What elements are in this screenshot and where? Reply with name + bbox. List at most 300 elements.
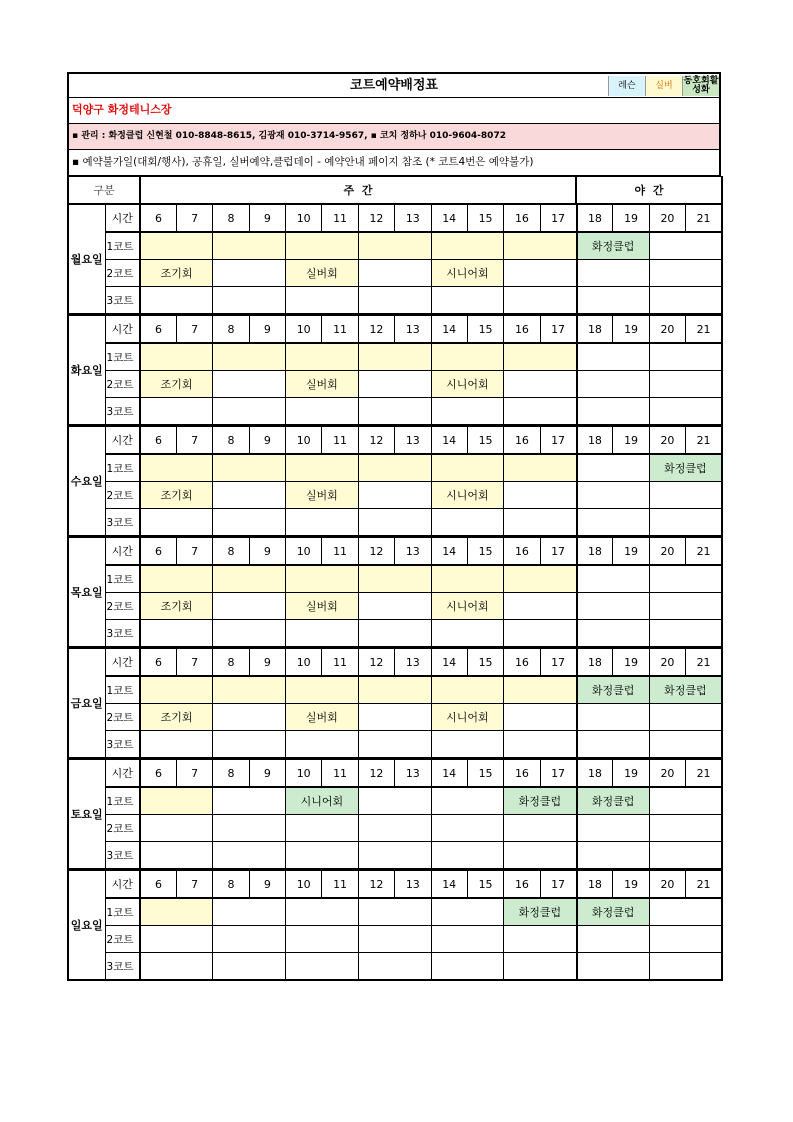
- reservation-slot[interactable]: [213, 260, 286, 287]
- day-block: [67, 758, 723, 870]
- reservation-slot[interactable]: [504, 343, 577, 371]
- facility-name: 덕양구 화정테니스장: [67, 98, 721, 124]
- day-block: [67, 647, 723, 759]
- reservation-slot[interactable]: [358, 343, 431, 371]
- reservation-slot[interactable]: [286, 926, 359, 953]
- reservation-slot[interactable]: [431, 676, 504, 704]
- reservation-slot[interactable]: [140, 509, 213, 537]
- reservation-slot[interactable]: [213, 898, 286, 926]
- hour-cell: 7: [176, 537, 212, 565]
- court-label: 3코트: [105, 953, 140, 981]
- hour-cell: 13: [395, 870, 431, 898]
- reservation-slot[interactable]: [649, 509, 722, 537]
- reservation-slot[interactable]: [358, 565, 431, 593]
- reservation-slot[interactable]: [577, 593, 650, 620]
- hour-cell: 21: [686, 759, 722, 787]
- hour-cell: 18: [577, 870, 613, 898]
- hour-cell: 12: [358, 426, 394, 454]
- time-label: 시간: [105, 537, 140, 565]
- reservation-slot[interactable]: 조기회: [140, 704, 213, 731]
- reservation-slot[interactable]: [213, 620, 286, 648]
- reservation-slot[interactable]: [577, 454, 650, 482]
- hour-cell: 8: [213, 759, 249, 787]
- reservation-slot[interactable]: [358, 398, 431, 426]
- reservation-slot[interactable]: [504, 454, 577, 482]
- reservation-slot[interactable]: 화정클럽: [504, 898, 577, 926]
- reservation-slot[interactable]: [649, 287, 722, 315]
- reservation-slot[interactable]: [286, 287, 359, 315]
- hour-cell: 16: [504, 315, 540, 343]
- reservation-slot[interactable]: [358, 509, 431, 537]
- reservation-slot[interactable]: [140, 287, 213, 315]
- reservation-slot[interactable]: [431, 620, 504, 648]
- day-label: 수요일: [68, 426, 105, 536]
- hour-cell: 17: [540, 426, 576, 454]
- legend: [608, 76, 719, 96]
- reservation-slot[interactable]: 시니어회: [431, 371, 504, 398]
- reservation-slot[interactable]: [504, 371, 577, 398]
- hour-cell: 11: [322, 426, 358, 454]
- hour-cell: 10: [286, 759, 322, 787]
- hour-cell: 17: [540, 648, 576, 676]
- day-label: 금요일: [68, 648, 105, 758]
- reservation-slot[interactable]: [358, 287, 431, 315]
- reservation-slot[interactable]: [213, 676, 286, 704]
- reservation-slot[interactable]: [649, 343, 722, 371]
- hour-cell: 8: [213, 648, 249, 676]
- court-label: 1코트: [105, 232, 140, 260]
- court-label: 2코트: [105, 482, 140, 509]
- reservation-slot[interactable]: [286, 815, 359, 842]
- reservation-slot[interactable]: 실버회: [286, 371, 359, 398]
- reservation-slot[interactable]: [286, 620, 359, 648]
- reservation-slot[interactable]: [213, 815, 286, 842]
- reservation-slot[interactable]: [286, 509, 359, 537]
- day-label: 화요일: [68, 315, 105, 425]
- reservation-slot[interactable]: [213, 953, 286, 981]
- court-label: 2코트: [105, 815, 140, 842]
- hour-cell: 19: [613, 315, 649, 343]
- reservation-slot[interactable]: [213, 287, 286, 315]
- reservation-slot[interactable]: 시니어회: [431, 482, 504, 509]
- reservation-slot[interactable]: [577, 842, 650, 870]
- reservation-slot[interactable]: 화정클럽: [577, 676, 650, 704]
- hour-cell: 13: [395, 315, 431, 343]
- reservation-slot[interactable]: [286, 676, 359, 704]
- court-label: 1코트: [105, 898, 140, 926]
- hour-cell: 11: [322, 870, 358, 898]
- day-blocks: [67, 203, 721, 981]
- reservation-slot[interactable]: [649, 398, 722, 426]
- hour-cell: 7: [176, 204, 212, 232]
- reservation-slot[interactable]: [358, 704, 431, 731]
- hour-cell: 15: [467, 648, 503, 676]
- reservation-slot[interactable]: 화정클럽: [577, 232, 650, 260]
- reservation-slot[interactable]: [649, 815, 722, 842]
- reservation-slot[interactable]: [577, 287, 650, 315]
- reservation-slot[interactable]: [213, 926, 286, 953]
- reservation-slot[interactable]: [140, 787, 213, 815]
- hour-cell: 13: [395, 648, 431, 676]
- legend-silver: 실버: [645, 76, 682, 96]
- reservation-slot[interactable]: [140, 565, 213, 593]
- hour-cell: 19: [613, 537, 649, 565]
- reservation-slot[interactable]: [286, 953, 359, 981]
- hour-cell: 8: [213, 426, 249, 454]
- reservation-slot[interactable]: 화정클럽: [577, 787, 650, 815]
- hour-cell: 6: [140, 426, 176, 454]
- reservation-slot[interactable]: [358, 815, 431, 842]
- hour-cell: 14: [431, 537, 467, 565]
- reservation-slot[interactable]: [358, 953, 431, 981]
- court-label: 1코트: [105, 565, 140, 593]
- reservation-slot[interactable]: [213, 482, 286, 509]
- hour-cell: 10: [286, 426, 322, 454]
- reservation-slot[interactable]: [649, 898, 722, 926]
- reservation-slot[interactable]: [431, 232, 504, 260]
- reservation-slot[interactable]: [140, 898, 213, 926]
- hour-cell: 12: [358, 648, 394, 676]
- category-header: 구분: [68, 177, 140, 204]
- hour-cell: 20: [649, 426, 685, 454]
- reservation-slot[interactable]: 화정클럽: [649, 676, 722, 704]
- hour-cell: 9: [249, 759, 285, 787]
- hour-cell: 15: [467, 426, 503, 454]
- reservation-slot[interactable]: [431, 398, 504, 426]
- reservation-slot[interactable]: [358, 926, 431, 953]
- day-block: [67, 314, 723, 426]
- reservation-slot[interactable]: [358, 482, 431, 509]
- reservation-slot[interactable]: [577, 731, 650, 759]
- hour-cell: 19: [613, 870, 649, 898]
- hour-cell: 14: [431, 426, 467, 454]
- reservation-slot[interactable]: [140, 953, 213, 981]
- hour-cell: 21: [686, 315, 722, 343]
- reservation-slot[interactable]: [358, 898, 431, 926]
- hour-cell: 18: [577, 759, 613, 787]
- court-label: 3코트: [105, 620, 140, 648]
- reservation-slot[interactable]: [577, 565, 650, 593]
- hour-cell: 9: [249, 648, 285, 676]
- reservation-slot[interactable]: [358, 731, 431, 759]
- reservation-slot[interactable]: [504, 398, 577, 426]
- reservation-slot[interactable]: [140, 454, 213, 482]
- court-label: 2코트: [105, 926, 140, 953]
- reservation-slot[interactable]: [431, 787, 504, 815]
- reservation-slot[interactable]: [649, 731, 722, 759]
- hour-cell: 18: [577, 204, 613, 232]
- reservation-slot[interactable]: [431, 953, 504, 981]
- court-label: 2코트: [105, 371, 140, 398]
- hour-cell: 20: [649, 537, 685, 565]
- hour-cell: 11: [322, 648, 358, 676]
- hour-cell: 9: [249, 537, 285, 565]
- court-label: 1코트: [105, 787, 140, 815]
- hour-cell: 16: [504, 648, 540, 676]
- reservation-slot[interactable]: 실버회: [286, 260, 359, 287]
- reservation-slot[interactable]: [140, 343, 213, 371]
- reservation-slot[interactable]: [140, 676, 213, 704]
- court-label: 3코트: [105, 731, 140, 759]
- time-label: 시간: [105, 315, 140, 343]
- reservation-slot[interactable]: [431, 509, 504, 537]
- reservation-slot[interactable]: [213, 787, 286, 815]
- reservation-slot[interactable]: [649, 953, 722, 981]
- reservation-slot[interactable]: 화정클럽: [504, 787, 577, 815]
- hour-cell: 13: [395, 759, 431, 787]
- hour-cell: 7: [176, 870, 212, 898]
- reservation-slot[interactable]: [140, 731, 213, 759]
- reservation-slot[interactable]: [504, 815, 577, 842]
- reservation-slot[interactable]: 조기회: [140, 482, 213, 509]
- reservation-slot[interactable]: [358, 454, 431, 482]
- hour-cell: 9: [249, 870, 285, 898]
- hour-cell: 11: [322, 759, 358, 787]
- reservation-slot[interactable]: [431, 926, 504, 953]
- reservation-slot[interactable]: [431, 731, 504, 759]
- reservation-slot[interactable]: [286, 565, 359, 593]
- hour-cell: 8: [213, 204, 249, 232]
- court-label: 3코트: [105, 842, 140, 870]
- reservation-slot[interactable]: [213, 454, 286, 482]
- court-label: 2코트: [105, 260, 140, 287]
- reservation-slot[interactable]: [504, 704, 577, 731]
- hour-cell: 6: [140, 315, 176, 343]
- reservation-slot[interactable]: [577, 815, 650, 842]
- reservation-slot[interactable]: [504, 260, 577, 287]
- reservation-slot[interactable]: [504, 482, 577, 509]
- hour-cell: 21: [686, 204, 722, 232]
- reservation-slot[interactable]: [358, 260, 431, 287]
- court-label: 2코트: [105, 704, 140, 731]
- hour-cell: 12: [358, 315, 394, 343]
- court-label: 2코트: [105, 593, 140, 620]
- reservation-slot[interactable]: [649, 842, 722, 870]
- reservation-slot[interactable]: [140, 398, 213, 426]
- reservation-slot[interactable]: [431, 343, 504, 371]
- reservation-slot[interactable]: [504, 676, 577, 704]
- court-label: 3코트: [105, 398, 140, 426]
- reservation-slot[interactable]: [213, 565, 286, 593]
- reservation-slot[interactable]: [358, 676, 431, 704]
- reservation-slot[interactable]: [504, 842, 577, 870]
- hour-cell: 10: [286, 870, 322, 898]
- day-label: 토요일: [68, 759, 105, 869]
- hour-cell: 21: [686, 537, 722, 565]
- reservation-slot[interactable]: [286, 343, 359, 371]
- day-block: [67, 536, 723, 648]
- reservation-slot[interactable]: [140, 620, 213, 648]
- reservation-slot[interactable]: [358, 371, 431, 398]
- reservation-slot[interactable]: [577, 482, 650, 509]
- reservation-slot[interactable]: 조기회: [140, 371, 213, 398]
- reservation-slot[interactable]: [140, 926, 213, 953]
- hour-cell: 10: [286, 648, 322, 676]
- hour-cell: 19: [613, 204, 649, 232]
- hour-cell: 6: [140, 759, 176, 787]
- reservation-slot[interactable]: [431, 815, 504, 842]
- reservation-slot[interactable]: [577, 260, 650, 287]
- hour-cell: 21: [686, 648, 722, 676]
- hour-cell: 11: [322, 204, 358, 232]
- reservation-slot[interactable]: [431, 287, 504, 315]
- page-title: 코트예약배정표: [350, 78, 438, 93]
- reservation-slot[interactable]: [286, 398, 359, 426]
- hour-cell: 11: [322, 537, 358, 565]
- day-block: [67, 425, 723, 537]
- reservation-slot[interactable]: [213, 842, 286, 870]
- reservation-slot[interactable]: [504, 953, 577, 981]
- reservation-slot[interactable]: [649, 482, 722, 509]
- hour-cell: 7: [176, 426, 212, 454]
- day-label: 목요일: [68, 537, 105, 647]
- reservation-slot[interactable]: [649, 620, 722, 648]
- hour-cell: 10: [286, 315, 322, 343]
- reservation-slot[interactable]: [140, 815, 213, 842]
- sheet-header: [67, 72, 721, 98]
- reservation-slot[interactable]: [649, 593, 722, 620]
- reservation-slot[interactable]: [213, 232, 286, 260]
- reservation-slot[interactable]: [286, 898, 359, 926]
- notice: ▪ 예약불가일(대회/행사), 공휴일, 실버예약,클럽데이 - 예약안내 페이지 참조 (* 코트4번은 예약불가): [67, 150, 721, 176]
- reservation-slot[interactable]: [504, 731, 577, 759]
- hour-cell: 19: [613, 648, 649, 676]
- reservation-slot[interactable]: 실버회: [286, 593, 359, 620]
- hour-cell: 20: [649, 759, 685, 787]
- reservation-slot[interactable]: [649, 704, 722, 731]
- reservation-slot[interactable]: 시니어회: [431, 704, 504, 731]
- reservation-slot[interactable]: [577, 620, 650, 648]
- reservation-slot[interactable]: [213, 398, 286, 426]
- hour-cell: 14: [431, 315, 467, 343]
- reservation-slot[interactable]: [286, 842, 359, 870]
- reservation-slot[interactable]: [649, 565, 722, 593]
- hour-cell: 12: [358, 870, 394, 898]
- reservation-slot[interactable]: [577, 953, 650, 981]
- hour-cell: 13: [395, 537, 431, 565]
- hour-cell: 14: [431, 759, 467, 787]
- reservation-slot[interactable]: 화정클럽: [649, 454, 722, 482]
- reservation-slot[interactable]: [649, 787, 722, 815]
- reservation-slot[interactable]: [504, 232, 577, 260]
- hour-cell: 16: [504, 759, 540, 787]
- reservation-slot[interactable]: [649, 371, 722, 398]
- reservation-slot[interactable]: [649, 232, 722, 260]
- reservation-slot[interactable]: [431, 565, 504, 593]
- reservation-slot[interactable]: [431, 842, 504, 870]
- hour-cell: 12: [358, 204, 394, 232]
- hour-cell: 7: [176, 315, 212, 343]
- reservation-slot[interactable]: [577, 343, 650, 371]
- reservation-slot[interactable]: [213, 593, 286, 620]
- reservation-slot[interactable]: [577, 398, 650, 426]
- daytime-header: 주 간: [140, 177, 576, 204]
- hour-cell: 20: [649, 870, 685, 898]
- court-label: 3코트: [105, 287, 140, 315]
- reservation-slot[interactable]: 시니어회: [431, 260, 504, 287]
- reservation-slot[interactable]: [504, 565, 577, 593]
- reservation-slot[interactable]: 실버회: [286, 482, 359, 509]
- reservation-slot[interactable]: [504, 509, 577, 537]
- reservation-slot[interactable]: [504, 926, 577, 953]
- hour-cell: 21: [686, 870, 722, 898]
- day-label: 월요일: [68, 204, 105, 314]
- reservation-slot[interactable]: [504, 620, 577, 648]
- reservation-slot[interactable]: [649, 260, 722, 287]
- hour-cell: 20: [649, 204, 685, 232]
- reservation-sheet: [67, 72, 721, 981]
- hour-cell: 16: [504, 537, 540, 565]
- reservation-slot[interactable]: [213, 731, 286, 759]
- reservation-slot[interactable]: [140, 842, 213, 870]
- reservation-slot[interactable]: [358, 842, 431, 870]
- reservation-slot[interactable]: [213, 371, 286, 398]
- reservation-slot[interactable]: [577, 371, 650, 398]
- reservation-slot[interactable]: [504, 287, 577, 315]
- reservation-slot[interactable]: 화정클럽: [577, 898, 650, 926]
- reservation-slot[interactable]: 조기회: [140, 593, 213, 620]
- hour-cell: 14: [431, 870, 467, 898]
- reservation-slot[interactable]: [140, 232, 213, 260]
- hour-cell: 14: [431, 648, 467, 676]
- time-label: 시간: [105, 759, 140, 787]
- hour-cell: 6: [140, 870, 176, 898]
- reservation-slot[interactable]: [577, 509, 650, 537]
- reservation-slot[interactable]: 시니어회: [286, 787, 359, 815]
- reservation-slot[interactable]: 실버회: [286, 704, 359, 731]
- reservation-slot[interactable]: [358, 787, 431, 815]
- night-header: 야 간: [576, 177, 722, 204]
- hour-cell: 19: [613, 759, 649, 787]
- reservation-slot[interactable]: [213, 509, 286, 537]
- hour-cell: 15: [467, 204, 503, 232]
- reservation-slot[interactable]: [577, 926, 650, 953]
- reservation-slot[interactable]: [213, 704, 286, 731]
- reservation-slot[interactable]: [286, 731, 359, 759]
- hour-cell: 7: [176, 759, 212, 787]
- reservation-slot[interactable]: [358, 593, 431, 620]
- hour-cell: 12: [358, 759, 394, 787]
- hour-cell: 16: [504, 426, 540, 454]
- hour-cell: 14: [431, 204, 467, 232]
- hour-cell: 18: [577, 315, 613, 343]
- hour-cell: 9: [249, 426, 285, 454]
- reservation-slot[interactable]: [431, 454, 504, 482]
- reservation-slot[interactable]: [649, 926, 722, 953]
- hour-cell: 17: [540, 870, 576, 898]
- reservation-slot[interactable]: [286, 454, 359, 482]
- court-label: 1코트: [105, 676, 140, 704]
- hour-cell: 8: [213, 537, 249, 565]
- hour-cell: 9: [249, 315, 285, 343]
- hour-cell: 19: [613, 426, 649, 454]
- reservation-slot[interactable]: [358, 620, 431, 648]
- reservation-slot[interactable]: [504, 593, 577, 620]
- reservation-slot[interactable]: [431, 898, 504, 926]
- hour-cell: 8: [213, 315, 249, 343]
- reservation-slot[interactable]: [213, 343, 286, 371]
- hour-cell: 11: [322, 315, 358, 343]
- hour-cell: 17: [540, 204, 576, 232]
- hour-cell: 21: [686, 426, 722, 454]
- reservation-slot[interactable]: 시니어회: [431, 593, 504, 620]
- reservation-slot[interactable]: [286, 232, 359, 260]
- reservation-slot[interactable]: [577, 704, 650, 731]
- reservation-slot[interactable]: 조기회: [140, 260, 213, 287]
- hour-cell: 16: [504, 204, 540, 232]
- reservation-slot[interactable]: [358, 232, 431, 260]
- hour-cell: 6: [140, 204, 176, 232]
